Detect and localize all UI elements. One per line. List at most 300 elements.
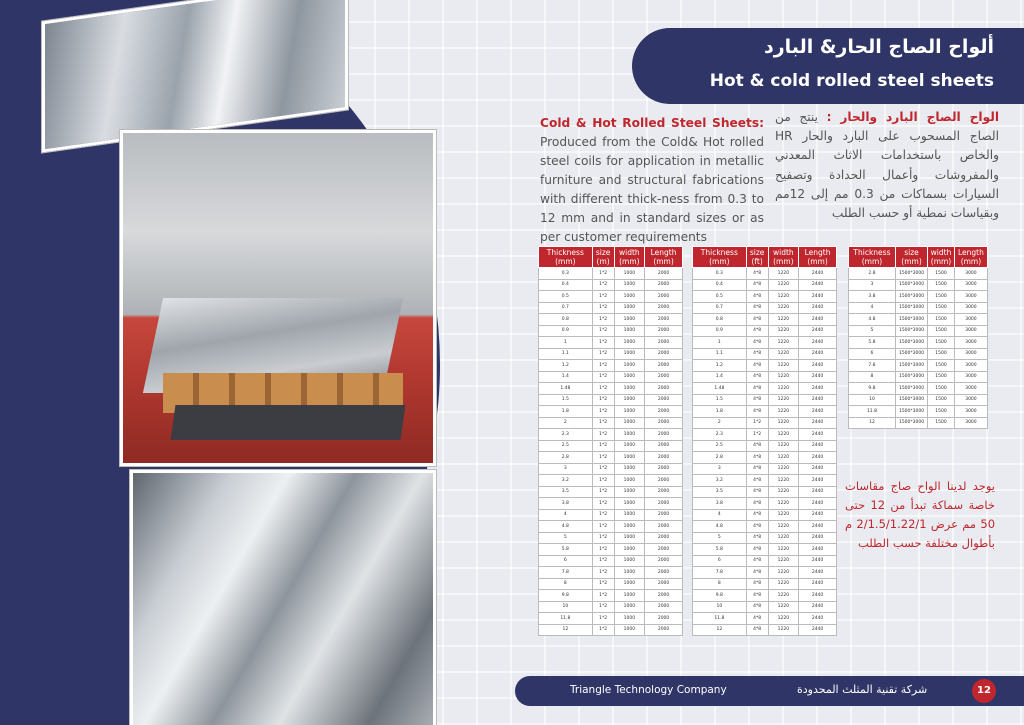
title-banner [632, 28, 1024, 104]
table-cell: 1 [539, 337, 593, 349]
table-cell: 1000 [614, 590, 645, 602]
table-cell: 1220 [768, 544, 799, 556]
table-cell: 1*2 [592, 360, 614, 372]
curled-sheet-photo [130, 470, 436, 725]
table-cell: 3000 [954, 406, 987, 418]
header-line: (mm) [861, 257, 883, 266]
table-cell: 1.8 [693, 406, 747, 418]
table-cell: 1220 [768, 590, 799, 602]
table-cell: 1000 [614, 440, 645, 452]
table-cell: 2440 [799, 417, 837, 429]
table-row [693, 394, 837, 406]
table-row [693, 555, 837, 567]
table-row [849, 406, 988, 418]
table-cell: 1.1 [693, 348, 747, 360]
table-cell: 2000 [645, 371, 683, 383]
table-row [849, 394, 988, 406]
table-cell: 1000 [614, 337, 645, 349]
table-cell: 4*8 [746, 440, 768, 452]
table-cell: 1220 [768, 498, 799, 510]
table-row [849, 383, 988, 395]
table-row [693, 475, 837, 487]
table-metric-sizes [538, 246, 683, 636]
table-cell: 1500*3000 [895, 371, 927, 383]
table-cell: 5 [693, 532, 747, 544]
table-row [693, 509, 837, 521]
table-cell: 2000 [645, 360, 683, 372]
table-cell: 5.8 [539, 544, 593, 556]
header-line: (mm) [619, 257, 640, 266]
table-cell: 1000 [614, 532, 645, 544]
table-cell: 2 [539, 417, 593, 429]
table-cell: 2000 [645, 394, 683, 406]
table-row [693, 302, 837, 314]
table-cell: 1*2 [592, 302, 614, 314]
column-header [928, 247, 955, 268]
table-cell: 1.4 [539, 371, 593, 383]
table-cell: 4 [693, 509, 747, 521]
table-cell: 3 [539, 463, 593, 475]
table-cell: 4*8 [746, 475, 768, 487]
table-row [849, 268, 988, 280]
table-cell: 1.48 [693, 383, 747, 395]
table-cell: 9.8 [539, 590, 593, 602]
table-cell: 6 [693, 555, 747, 567]
table-row [539, 429, 683, 441]
table-cell: 2000 [645, 417, 683, 429]
header-line: size [595, 248, 611, 257]
table-cell: 2440 [799, 429, 837, 441]
table-cell: 1*2 [592, 383, 614, 395]
table-cell: 1000 [614, 578, 645, 590]
table-row [693, 498, 837, 510]
table-cell: 1500 [928, 348, 955, 360]
table-row [849, 325, 988, 337]
table-cell: 2000 [645, 302, 683, 314]
header-line: (mm) [653, 257, 674, 266]
table-cell: 1220 [768, 302, 799, 314]
table-cell: 1220 [768, 268, 799, 280]
table-cell: 0.3 [539, 268, 593, 280]
table-cell: 5.8 [849, 337, 896, 349]
table-imperial-sizes [692, 246, 837, 636]
table-cell: 2440 [799, 314, 837, 326]
table-cell: 1*2 [592, 440, 614, 452]
table-cell: 1500 [928, 279, 955, 291]
table-cell: 3000 [954, 348, 987, 360]
header-line: size [904, 248, 919, 257]
table-cell: 10 [539, 601, 593, 613]
table-cell: 4*8 [746, 532, 768, 544]
table-row [693, 325, 837, 337]
table-cell: 3000 [954, 302, 987, 314]
table-row [693, 314, 837, 326]
table-cell: 2440 [799, 291, 837, 303]
table-cell: 1220 [768, 601, 799, 613]
table-row [693, 463, 837, 475]
table-row [539, 302, 683, 314]
table-cell: 2000 [645, 532, 683, 544]
table-cell: 1*2 [592, 475, 614, 487]
table-row [539, 291, 683, 303]
table-cell: 4*8 [746, 360, 768, 372]
table-cell: 1220 [768, 521, 799, 533]
header-line: Length [957, 248, 984, 257]
table-cell: 1220 [768, 279, 799, 291]
table-cell: 2.3 [539, 429, 593, 441]
table-cell: 1500*3000 [895, 406, 927, 418]
table-row [693, 417, 837, 429]
table-row [539, 486, 683, 498]
table-cell: 4*8 [746, 544, 768, 556]
table-cell: 4.8 [693, 521, 747, 533]
table-cell: 1500 [928, 417, 955, 429]
table-row [539, 371, 683, 383]
header-line: (mm) [960, 257, 982, 266]
table-cell: 0.4 [693, 279, 747, 291]
table-cell: 1220 [768, 360, 799, 372]
table-cell: 3000 [954, 417, 987, 429]
table-cell: 11.8 [849, 406, 896, 418]
table-cell: 3.8 [849, 291, 896, 303]
table-row [539, 590, 683, 602]
table-cell: 1000 [614, 268, 645, 280]
table-cell: 1500*3000 [895, 291, 927, 303]
table-cell: 3.8 [693, 498, 747, 510]
table-cell: 1500 [928, 268, 955, 280]
table-cell: 4*8 [746, 590, 768, 602]
table-cell: 1220 [768, 440, 799, 452]
table-row [693, 429, 837, 441]
table-cell: 4*8 [746, 325, 768, 337]
table-cell: 1*2 [592, 498, 614, 510]
header-line: (mm) [709, 257, 730, 266]
table-cell: 2440 [799, 279, 837, 291]
table-cell: 9.8 [693, 590, 747, 602]
table-cell: 2440 [799, 440, 837, 452]
table-cell: 4*8 [746, 371, 768, 383]
table-cell: 2440 [799, 613, 837, 625]
table-row [539, 578, 683, 590]
table-cell: 1.5 [693, 394, 747, 406]
table-cell: 7.8 [539, 567, 593, 579]
table-cell: 0.7 [693, 302, 747, 314]
table-row [849, 291, 988, 303]
table-cell: 4*8 [746, 291, 768, 303]
table-cell: 1500*3000 [895, 279, 927, 291]
table-cell: 4*8 [746, 314, 768, 326]
table-row [693, 291, 837, 303]
table-row [539, 532, 683, 544]
table-cell: 1000 [614, 325, 645, 337]
table-row [693, 337, 837, 349]
table-cell: 1*2 [746, 429, 768, 441]
table-cell: 1*2 [592, 417, 614, 429]
footer-company-arabic: شركة تقنية المثلث المحدودة [797, 683, 928, 696]
table-row [539, 406, 683, 418]
table-cell: 2440 [799, 383, 837, 395]
table-cell: 1500*3000 [895, 360, 927, 372]
table-cell: 0.4 [539, 279, 593, 291]
column-header [768, 247, 799, 268]
title-arabic: ألواح الصاج الحار& البارد [763, 36, 994, 58]
table-cell: 1220 [768, 475, 799, 487]
table-cell: 2000 [645, 601, 683, 613]
table-cell: 2440 [799, 337, 837, 349]
table-cell: 1500 [928, 302, 955, 314]
table-cell: 7.8 [849, 360, 896, 372]
table-row [539, 567, 683, 579]
table-cell: 2000 [645, 613, 683, 625]
table-cell: 6 [539, 555, 593, 567]
table-cell: 1500 [928, 325, 955, 337]
table-cell: 2000 [645, 624, 683, 636]
table-cell: 1000 [614, 567, 645, 579]
table-cell: 1500*3000 [895, 302, 927, 314]
table-cell: 3.2 [693, 475, 747, 487]
table-cell: 1000 [614, 348, 645, 360]
table-cell: 1000 [614, 463, 645, 475]
table-row [539, 325, 683, 337]
table-cell: 1*2 [592, 371, 614, 383]
table-cell: 4*8 [746, 452, 768, 464]
table-cell: 1220 [768, 314, 799, 326]
table-row [693, 567, 837, 579]
column-header [693, 247, 747, 268]
table-cell: 1220 [768, 348, 799, 360]
table-cell: 2440 [799, 360, 837, 372]
table-cell: 1000 [614, 624, 645, 636]
table-cell: 1220 [768, 578, 799, 590]
header-line: (m) [596, 257, 610, 266]
table-cell: 1 [693, 337, 747, 349]
table-row [693, 360, 837, 372]
table-cell: 2000 [645, 429, 683, 441]
table-cell: 2.5 [693, 440, 747, 452]
table-row [539, 463, 683, 475]
table-row [849, 337, 988, 349]
table-cell: 2440 [799, 394, 837, 406]
table-row [849, 371, 988, 383]
header-line: width [618, 248, 640, 257]
table-cell: 1*2 [592, 590, 614, 602]
table-cell: 1000 [614, 371, 645, 383]
table-cell: 3000 [954, 325, 987, 337]
table-cell: 4*8 [746, 486, 768, 498]
table-cell: 2000 [645, 590, 683, 602]
table-row [539, 360, 683, 372]
table-cell: 1*2 [592, 291, 614, 303]
table-cell: 1000 [614, 302, 645, 314]
table-row [693, 279, 837, 291]
table-cell: 5 [539, 532, 593, 544]
table-cell: 1*2 [592, 463, 614, 475]
table-cell: 1000 [614, 360, 645, 372]
table-cell: 3000 [954, 268, 987, 280]
footer-company-english: Triangle Technology Company [570, 684, 727, 696]
table-cell: 1500 [928, 383, 955, 395]
table-cell: 2000 [645, 498, 683, 510]
table-row [693, 440, 837, 452]
table-cell: 2000 [645, 567, 683, 579]
table-large-sizes [848, 246, 988, 429]
photo-column [20, 0, 440, 725]
table-cell: 10 [693, 601, 747, 613]
table-row [539, 624, 683, 636]
table-row [849, 314, 988, 326]
table-row [539, 521, 683, 533]
table-cell: 1000 [614, 486, 645, 498]
header-line: size [749, 248, 765, 257]
table-cell: 2.3 [693, 429, 747, 441]
table-cell: 1500*3000 [895, 348, 927, 360]
table-cell: 1000 [614, 417, 645, 429]
table-cell: 2440 [799, 555, 837, 567]
header-line: width [930, 248, 952, 257]
table-row [693, 268, 837, 280]
column-header [645, 247, 683, 268]
table-cell: 1*2 [746, 417, 768, 429]
table-cell: 1000 [614, 406, 645, 418]
column-header [799, 247, 837, 268]
table-row [849, 348, 988, 360]
header-line: (ft) [751, 257, 763, 266]
table-cell: 1.4 [693, 371, 747, 383]
table-cell: 1*2 [592, 452, 614, 464]
table-cell: 4*8 [746, 521, 768, 533]
table-cell: 2000 [645, 291, 683, 303]
header-line: Thickness [853, 248, 891, 257]
intro-arabic-lead: الواح الصاج البارد والحار : [826, 110, 999, 124]
table-cell: 1220 [768, 452, 799, 464]
table-cell: 1*2 [592, 429, 614, 441]
table-cell: 2 [693, 417, 747, 429]
table-row [693, 521, 837, 533]
header-line: Thickness [546, 248, 584, 257]
table-cell: 2.8 [693, 452, 747, 464]
header-line: (mm) [901, 257, 922, 266]
table-cell: 4*8 [746, 613, 768, 625]
table-cell: 1.1 [539, 348, 593, 360]
table-cell: 1*2 [592, 567, 614, 579]
table-cell: 1500 [928, 371, 955, 383]
table-cell: 1000 [614, 613, 645, 625]
table-cell: 4*8 [746, 463, 768, 475]
table-cell: 4*8 [746, 337, 768, 349]
table-cell: 2000 [645, 314, 683, 326]
table-cell: 2440 [799, 463, 837, 475]
table-cell: 4*8 [746, 302, 768, 314]
intro-english-body: Produced from the Cold& Hot rolled steel coils for application in metallic furniture and structural fabrications with different thick-ness from 0.3 to 12 mm and in standard sizes or as per customer requirements [540, 135, 764, 244]
column-header [614, 247, 645, 268]
footer-bar [515, 676, 1024, 706]
table-cell: 1500*3000 [895, 314, 927, 326]
table-cell: 1000 [614, 475, 645, 487]
column-header [895, 247, 927, 268]
table-cell: 2000 [645, 406, 683, 418]
table-cell: 3000 [954, 371, 987, 383]
table-cell: 1000 [614, 498, 645, 510]
table-row [539, 268, 683, 280]
table-cell: 3000 [954, 394, 987, 406]
table-cell: 3000 [954, 291, 987, 303]
table-cell: 2.8 [539, 452, 593, 464]
table-cell: 0.7 [539, 302, 593, 314]
table-cell: 4*8 [746, 624, 768, 636]
table-cell: 1*2 [592, 509, 614, 521]
table-cell: 2440 [799, 475, 837, 487]
table-cell: 2440 [799, 486, 837, 498]
title-english: Hot & cold rolled steel sheets [709, 71, 994, 91]
table-cell: 1.2 [539, 360, 593, 372]
table-cell: 1000 [614, 509, 645, 521]
table-row [693, 578, 837, 590]
table-row [539, 417, 683, 429]
table-cell: 2440 [799, 601, 837, 613]
column-header [954, 247, 987, 268]
table-cell: 4*8 [746, 268, 768, 280]
table-cell: 2000 [645, 475, 683, 487]
table-cell: 4*8 [746, 279, 768, 291]
table-cell: 2000 [645, 348, 683, 360]
table-row [539, 452, 683, 464]
table-cell: 3 [693, 463, 747, 475]
header-line: (mm) [773, 257, 794, 266]
table-cell: 1*2 [592, 268, 614, 280]
table-cell: 2000 [645, 383, 683, 395]
table-row [693, 532, 837, 544]
table-cell: 2440 [799, 521, 837, 533]
table-cell: 1.5 [539, 394, 593, 406]
table-cell: 3.5 [693, 486, 747, 498]
table-cell: 2440 [799, 544, 837, 556]
table-cell: 1220 [768, 429, 799, 441]
table-cell: 0.5 [693, 291, 747, 303]
table-row [539, 498, 683, 510]
table-cell: 1500 [928, 337, 955, 349]
table-cell: 0.8 [693, 314, 747, 326]
table-cell: 3000 [954, 337, 987, 349]
table-cell: 2000 [645, 337, 683, 349]
table-cell: 1*2 [592, 394, 614, 406]
table-cell: 1220 [768, 325, 799, 337]
table-cell: 2440 [799, 567, 837, 579]
table-row [539, 279, 683, 291]
table-cell: 12 [849, 417, 896, 429]
table-cell: 1*2 [592, 314, 614, 326]
table-cell: 8 [849, 371, 896, 383]
table-cell: 2000 [645, 555, 683, 567]
table-cell: 4*8 [746, 348, 768, 360]
table-cell: 1500*3000 [895, 394, 927, 406]
table-row [539, 544, 683, 556]
table-cell: 1*2 [592, 279, 614, 291]
table-row [849, 360, 988, 372]
table-cell: 6 [849, 348, 896, 360]
table-cell: 12 [539, 624, 593, 636]
table-cell: 5.8 [693, 544, 747, 556]
table-cell: 2440 [799, 624, 837, 636]
table-cell: 1220 [768, 613, 799, 625]
table-row [539, 440, 683, 452]
table-cell: 1*2 [592, 613, 614, 625]
page-number: 12 [972, 679, 996, 703]
table-cell: 1220 [768, 371, 799, 383]
special-sizes-note: يوجد لدينا الواح صاج مقاسات خاصة سماكة تبدأ من 12 حتى 50 مم عرض 2/1.5/1.22/1 م بأطوال مختلفة حسب الطلب [845, 479, 996, 550]
table-cell: 2000 [645, 268, 683, 280]
table-cell: 1*2 [592, 325, 614, 337]
table-row [539, 601, 683, 613]
